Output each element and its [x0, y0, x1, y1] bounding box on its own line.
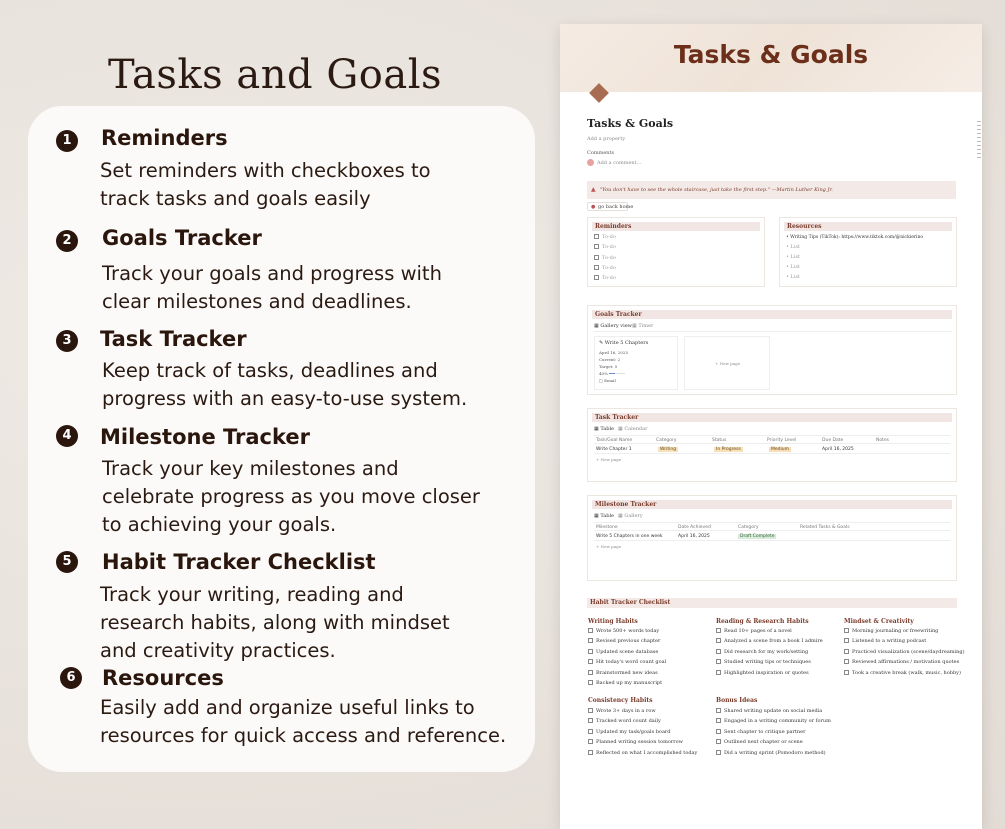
- habit-item[interactable]: Took a creative break (walk, music, hobby): [844, 670, 961, 677]
- megaphone-icon: ▲: [591, 186, 596, 193]
- tab-calendar[interactable]: ▦ Calendar: [618, 426, 648, 432]
- new-page-link[interactable]: + New page: [596, 457, 622, 462]
- tab-timer[interactable]: ▦ Timer: [632, 323, 654, 329]
- habit-item[interactable]: Read 10+ pages of a novel: [716, 628, 792, 635]
- habit-item[interactable]: Sent chapter to critique partner: [716, 729, 805, 736]
- feature-number: 3: [56, 330, 78, 352]
- resources-box: [779, 217, 957, 287]
- checkbox[interactable]: [594, 265, 599, 270]
- goal-progress-label: 40%: [599, 371, 608, 376]
- feature-desc-line: to achieving your goals.: [102, 513, 337, 536]
- comments-label: Comments: [587, 150, 615, 156]
- checkbox[interactable]: [594, 244, 599, 249]
- goal-date: April 16, 2025: [599, 350, 629, 355]
- goal-progress-fill: [609, 373, 615, 374]
- quote-text: "You don't have to see the whole staircase, just take the first step." —Martin Luther King Jr.: [600, 187, 833, 193]
- resource-item: • List: [786, 254, 801, 260]
- resource-link[interactable]: • Writing Tips (TikTok): https://www.tiktok.com/@nickierino: [786, 235, 924, 240]
- table-row[interactable]: Write 5 Chapters in one week April 16, 2025 Draft Complete: [594, 532, 950, 541]
- habit-item[interactable]: Updated scene database: [588, 649, 658, 656]
- habit-item[interactable]: Revised previous chapter: [588, 638, 660, 645]
- new-page-link[interactable]: + New page: [596, 544, 622, 549]
- habit-item[interactable]: Outlined next chapter or scene: [716, 739, 803, 746]
- quote-callout: [587, 181, 956, 199]
- habit-item[interactable]: Engaged in a writing community or forum: [716, 718, 831, 725]
- feature-number: 5: [56, 551, 78, 573]
- page-title: Tasks & Goals: [587, 117, 674, 130]
- habit-tracker-heading-bar: [587, 598, 957, 608]
- task-tracker-heading: Task Tracker: [592, 413, 952, 422]
- habit-item[interactable]: Listened to a writing podcast: [844, 638, 926, 645]
- reminder-item[interactable]: To-do: [594, 234, 616, 241]
- cover-banner: [560, 24, 982, 92]
- feature-title: Milestone Tracker: [100, 425, 310, 449]
- feature-desc-line: clear milestones and deadlines.: [102, 290, 412, 313]
- goal-card[interactable]: [594, 336, 678, 390]
- resource-item: • List: [786, 264, 801, 270]
- feature-title: Goals Tracker: [102, 226, 262, 250]
- milestone-heading: Milestone Tracker: [592, 500, 952, 509]
- habit-item[interactable]: Analyzed a scene from a book I admire: [716, 638, 823, 645]
- habit-item[interactable]: Tracked word count daily: [588, 718, 661, 725]
- checkbox[interactable]: [594, 275, 599, 280]
- habit-item[interactable]: Brainstormed new ideas: [588, 670, 658, 677]
- habit-item[interactable]: Did a writing sprint (Pomodoro method): [716, 750, 826, 757]
- feature-number: 4: [56, 425, 78, 447]
- tab-table[interactable]: ▦ Table: [594, 513, 615, 519]
- feature-desc-line: resources for quick access and reference.: [100, 724, 507, 747]
- habit-tracker-heading: Habit Tracker Checklist: [590, 599, 671, 606]
- habit-group-reading: [716, 618, 841, 798]
- feature-desc-line: Set reminders with checkboxes to: [100, 159, 431, 182]
- checkbox[interactable]: [594, 234, 599, 239]
- feature-desc-line: Easily add and organize useful links to: [100, 696, 475, 719]
- notion-page-preview: [560, 24, 982, 829]
- reminder-item[interactable]: To-do: [594, 255, 616, 262]
- habit-item[interactable]: Did research for my work/setting: [716, 649, 808, 656]
- habit-group-writing: [588, 618, 713, 798]
- goals-heading: Goals Tracker: [592, 310, 952, 319]
- habit-item[interactable]: Hit today's word count goal: [588, 659, 666, 666]
- habit-item[interactable]: Morning journaling or freewriting: [844, 628, 938, 635]
- task-tracker-box: [587, 408, 957, 482]
- table-header: Task/Goal Name Category Status Priority Level Due Date Notes: [594, 435, 950, 444]
- feature-desc-line: research habits, along with mindset: [100, 611, 450, 634]
- habit-item[interactable]: Highlighted inspiration or quotes: [716, 670, 809, 677]
- add-comment-input[interactable]: Add a comment...: [597, 160, 642, 166]
- reminders-heading: Reminders: [592, 222, 760, 231]
- cover-title: Tasks & Goals: [673, 40, 869, 69]
- habit-group-title: Consistency Habits: [588, 697, 653, 704]
- goal-current: Current: 2: [599, 357, 621, 362]
- habit-item[interactable]: Studied writing tips or techniques: [716, 659, 811, 666]
- feature-desc-line: Track your goals and progress with: [102, 262, 442, 285]
- feature-desc-line: celebrate progress as you move closer: [102, 485, 480, 508]
- category-tag: Writing: [660, 447, 677, 452]
- avatar: [587, 159, 594, 166]
- goal-status: □ Email: [599, 378, 616, 383]
- feature-title: Task Tracker: [100, 327, 247, 351]
- category-tag: Draft Complete: [740, 534, 775, 539]
- resource-item: • List: [786, 244, 801, 250]
- tab-gallery[interactable]: ▦ Gallery: [618, 513, 643, 519]
- habit-item[interactable]: Backed up my manuscript: [588, 680, 662, 687]
- reminder-item[interactable]: To-do: [594, 275, 616, 282]
- go-back-button[interactable]: [587, 202, 634, 211]
- feature-number: 1: [56, 130, 78, 152]
- status-tag: In Progress: [716, 447, 741, 452]
- reminder-item[interactable]: To-do: [594, 244, 616, 251]
- tab-table[interactable]: ▦ Table: [594, 426, 615, 432]
- resource-item: • List: [786, 274, 801, 280]
- habit-group-title: Reading & Research Habits: [716, 618, 809, 625]
- goals-tracker-box: [587, 305, 957, 395]
- habit-item[interactable]: Wrote 500+ words today: [588, 628, 659, 635]
- feature-number: 6: [60, 667, 82, 689]
- feature-desc-line: Track your key milestones and: [102, 457, 399, 480]
- reminder-item[interactable]: To-do: [594, 265, 616, 272]
- feature-title: Reminders: [101, 126, 228, 150]
- feature-desc-line: progress with an easy-to-use system.: [102, 387, 468, 410]
- go-back-label: go back home: [598, 204, 634, 210]
- habit-item[interactable]: Updated my task/goals board: [588, 729, 671, 736]
- new-goal-card[interactable]: [684, 336, 770, 390]
- habit-group-title: Writing Habits: [588, 618, 638, 625]
- habit-item[interactable]: Shared writing update on social media: [716, 708, 822, 715]
- resources-heading: Resources: [784, 222, 952, 231]
- feature-title: Resources: [102, 666, 224, 690]
- priority-tag: Medium: [771, 447, 789, 452]
- feature-desc-line: Keep track of tasks, deadlines and: [102, 359, 438, 382]
- habit-item[interactable]: Wrote 3+ days in a row: [588, 708, 656, 715]
- milestone-tracker-box: [587, 495, 957, 581]
- home-icon: ●: [591, 204, 596, 210]
- feature-desc-line: track tasks and goals easily: [100, 187, 371, 210]
- feature-desc-line: Track your writing, reading and: [100, 583, 404, 606]
- feature-number: 2: [56, 230, 78, 252]
- add-property-link[interactable]: Add a property: [587, 136, 626, 142]
- goal-target: Target: 5: [599, 364, 618, 369]
- habit-item[interactable]: Reflected on what I accomplished today: [588, 750, 697, 757]
- habit-item[interactable]: Practiced visualization (scene/daydreaming): [844, 649, 965, 656]
- tab-gallery-view[interactable]: ▦ Gallery view: [594, 323, 632, 329]
- habit-group-mindset: [844, 618, 974, 698]
- feature-title: Habit Tracker Checklist: [102, 550, 376, 574]
- habit-group-title: Bonus Ideas: [716, 697, 758, 704]
- feature-desc-line: and creativity practices.: [100, 639, 336, 662]
- feature-card: [28, 106, 535, 772]
- habit-group-title: Mindset & Creativity: [844, 618, 914, 625]
- new-page-link[interactable]: + New page: [715, 361, 741, 366]
- left-title: Tasks and Goals: [107, 52, 443, 98]
- reminders-box: [587, 217, 765, 287]
- habit-item[interactable]: Planned writing session tomorrow: [588, 739, 683, 746]
- table-row[interactable]: Write Chapter 1 Writing In Progress Medium April 16, 2025: [594, 445, 950, 454]
- checkbox[interactable]: [594, 255, 599, 260]
- goal-name: ✎ Write 5 Chapters: [599, 340, 649, 346]
- goal-progress-bar: [609, 373, 625, 374]
- table-header: Milestone Date Achieved Category Related Tasks & Goals: [594, 522, 950, 531]
- habit-item[interactable]: Reviewed affirmations / motivation quotes: [844, 659, 959, 666]
